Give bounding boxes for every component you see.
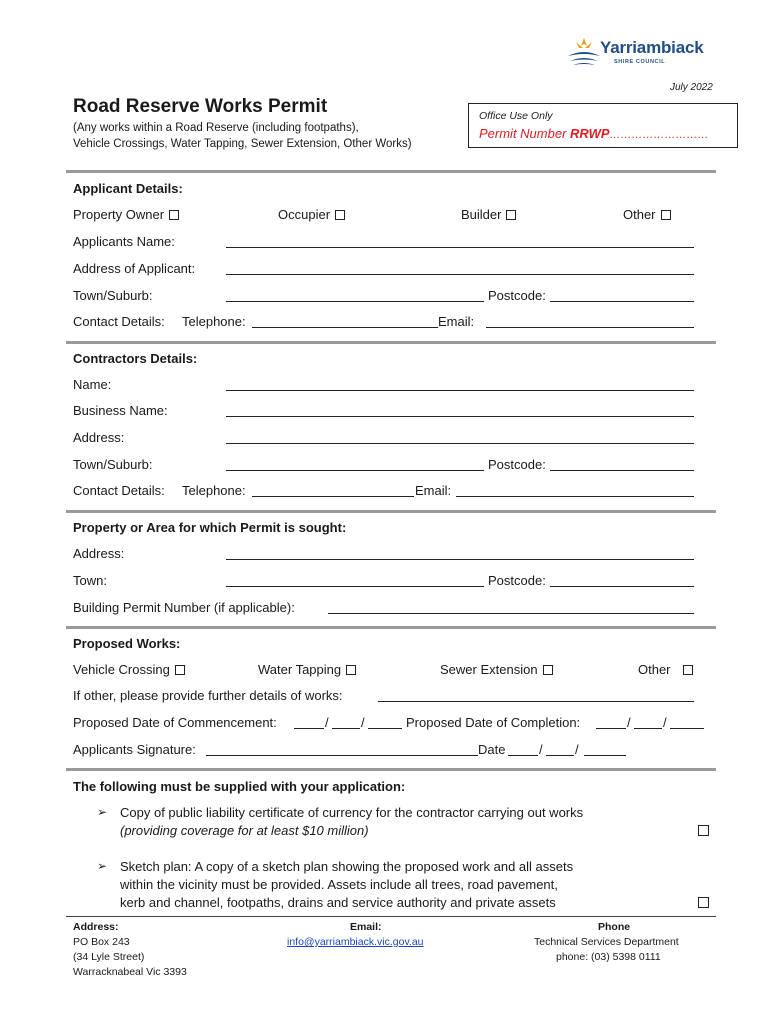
applicant-address-label: Address of Applicant: [73,261,196,276]
occupier-option[interactable]: Occupier [278,207,345,222]
property-owner-option[interactable]: Property Owner [73,207,179,222]
council-logo [566,36,716,70]
footer-address-line3: Warracknabeal Vic 3393 [73,966,187,978]
permit-number-dots: ……………………… [609,129,709,141]
signature-date-field[interactable]: / / [508,742,628,758]
supply-item1-line2: (providing coverage for at least $10 million) [120,823,369,838]
building-permit-field[interactable] [328,613,694,614]
footer-email-link[interactable]: info@yarriambiack.vic.gov.au [287,936,424,948]
footer-divider [66,916,716,917]
contractor-postcode-field[interactable] [550,470,694,471]
checkbox-icon[interactable] [661,210,671,220]
wheat-icon [566,36,602,68]
footer-email-heading: Email: [350,921,382,933]
contractor-contact-label: Contact Details: [73,483,165,498]
checkbox-icon[interactable] [175,665,185,675]
checkbox-icon[interactable] [506,210,516,220]
section-divider [66,626,716,629]
contractor-name-label: Name: [73,377,112,392]
contractor-telephone-field[interactable] [252,496,414,497]
applicant-email-label: Email: [438,314,475,329]
footer-phone-dept: Technical Services Department [534,936,679,948]
applicant-name-label: Applicants Name: [73,234,175,249]
contractor-heading: Contractors Details: [73,351,198,366]
contractor-postcode-label: Postcode: [488,457,546,472]
contractor-business-field[interactable] [226,416,694,417]
permit-number-prefix: RRWP [570,126,610,141]
supply-item1-line1: Copy of public liability certificate of currency for the contractor carrying out works [120,805,584,820]
section-divider [66,170,716,173]
permit-number-label: Permit Number [479,126,571,141]
contractor-town-label: Town/Suburb: [73,457,153,472]
permit-number-field[interactable] [479,126,709,141]
property-address-label: Address: [73,546,125,561]
footer-address-line2: (34 Lyle Street) [73,951,145,963]
applicant-telephone-label: Telephone: [182,314,246,329]
section-divider [66,341,716,344]
contractor-name-field[interactable] [226,390,694,391]
completion-label: Proposed Date of Completion: [406,715,581,730]
applicant-address-field[interactable] [226,274,694,275]
building-permit-label: Building Permit Number (if applicable): [73,600,295,615]
footer-phone-number: phone: (03) 5398 0111 [556,951,661,963]
bullet-arrow-icon: ➢ [97,859,108,873]
supply-item2-line2: within the vicinity must be provided. Assets include all trees, road pavement, [120,877,558,892]
property-address-field[interactable] [226,559,694,560]
office-use-heading: Office Use Only [479,110,553,122]
contractor-address-field[interactable] [226,443,694,444]
footer-address-heading: Address: [73,921,119,933]
commencement-label: Proposed Date of Commencement: [73,715,277,730]
property-town-field[interactable] [226,586,484,587]
supply-item2-line3: kerb and channel, footpaths, drains and service authority and private assets [120,895,556,910]
checkbox-icon[interactable] [335,210,345,220]
other-details-label: If other, please provide further details of works: [73,688,343,703]
water-tapping-option[interactable]: Water Tapping [258,662,356,677]
supply-heading: The following must be supplied with your application: [73,779,406,794]
signature-field[interactable] [206,755,478,756]
other-works-option[interactable]: Other [638,662,693,677]
office-use-box [468,103,738,148]
commencement-date-field[interactable]: / / [294,715,406,731]
page-subtitle-line1: (Any works within a Road Reserve (including footpaths), [73,122,359,134]
page-title: Road Reserve Works Permit [73,96,328,117]
applicant-town-label: Town/Suburb: [73,288,153,303]
other-details-field[interactable] [378,701,694,702]
logo-subtitle: SHIRE COUNCIL [614,59,666,65]
applicant-postcode-label: Postcode: [488,288,546,303]
checkbox-icon[interactable] [698,897,709,908]
applicant-heading: Applicant Details: [73,181,183,196]
applicant-contact-label: Contact Details: [73,314,165,329]
page-subtitle-line2: Vehicle Crossings, Water Tapping, Sewer Extension, Other Works) [73,138,412,150]
applicant-name-field[interactable] [226,247,694,248]
contractor-email-label: Email: [415,483,452,498]
vehicle-crossing-option[interactable]: Vehicle Crossing [73,662,185,677]
applicant-telephone-field[interactable] [252,327,438,328]
contractor-email-field[interactable] [456,496,694,497]
footer-phone-heading: Phone [598,921,631,933]
applicant-town-field[interactable] [226,301,484,302]
section-divider [66,510,716,513]
applicant-postcode-field[interactable] [550,301,694,302]
contractor-telephone-label: Telephone: [182,483,246,498]
checkbox-icon[interactable] [169,210,179,220]
checkbox-icon[interactable] [543,665,553,675]
section-divider [66,768,716,771]
contractor-business-label: Business Name: [73,403,168,418]
checkbox-icon[interactable] [346,665,356,675]
document-date: July 2022 [670,82,713,93]
checkbox-icon[interactable] [683,665,693,675]
other-applicant-option[interactable]: Other [623,207,671,222]
footer-address-line1: PO Box 243 [73,936,130,948]
sewer-extension-option[interactable]: Sewer Extension [440,662,553,677]
logo-name: Yarriambiack [600,38,704,57]
contractor-town-field[interactable] [226,470,484,471]
signature-date-label: Date [478,742,506,757]
property-heading: Property or Area for which Permit is sought: [73,520,347,535]
contractor-address-label: Address: [73,430,125,445]
supply-item2-line1: Sketch plan: A copy of a sketch plan showing the proposed work and all assets [120,859,574,874]
works-heading: Proposed Works: [73,636,181,651]
property-town-label: Town: [73,573,107,588]
checkbox-icon[interactable] [698,825,709,836]
completion-date-field[interactable]: / / [596,715,708,731]
property-postcode-label: Postcode: [488,573,546,588]
applicant-email-field[interactable] [486,327,694,328]
bullet-arrow-icon: ➢ [97,805,108,819]
property-postcode-field[interactable] [550,586,694,587]
signature-label: Applicants Signature: [73,742,196,757]
builder-option[interactable]: Builder [461,207,516,222]
